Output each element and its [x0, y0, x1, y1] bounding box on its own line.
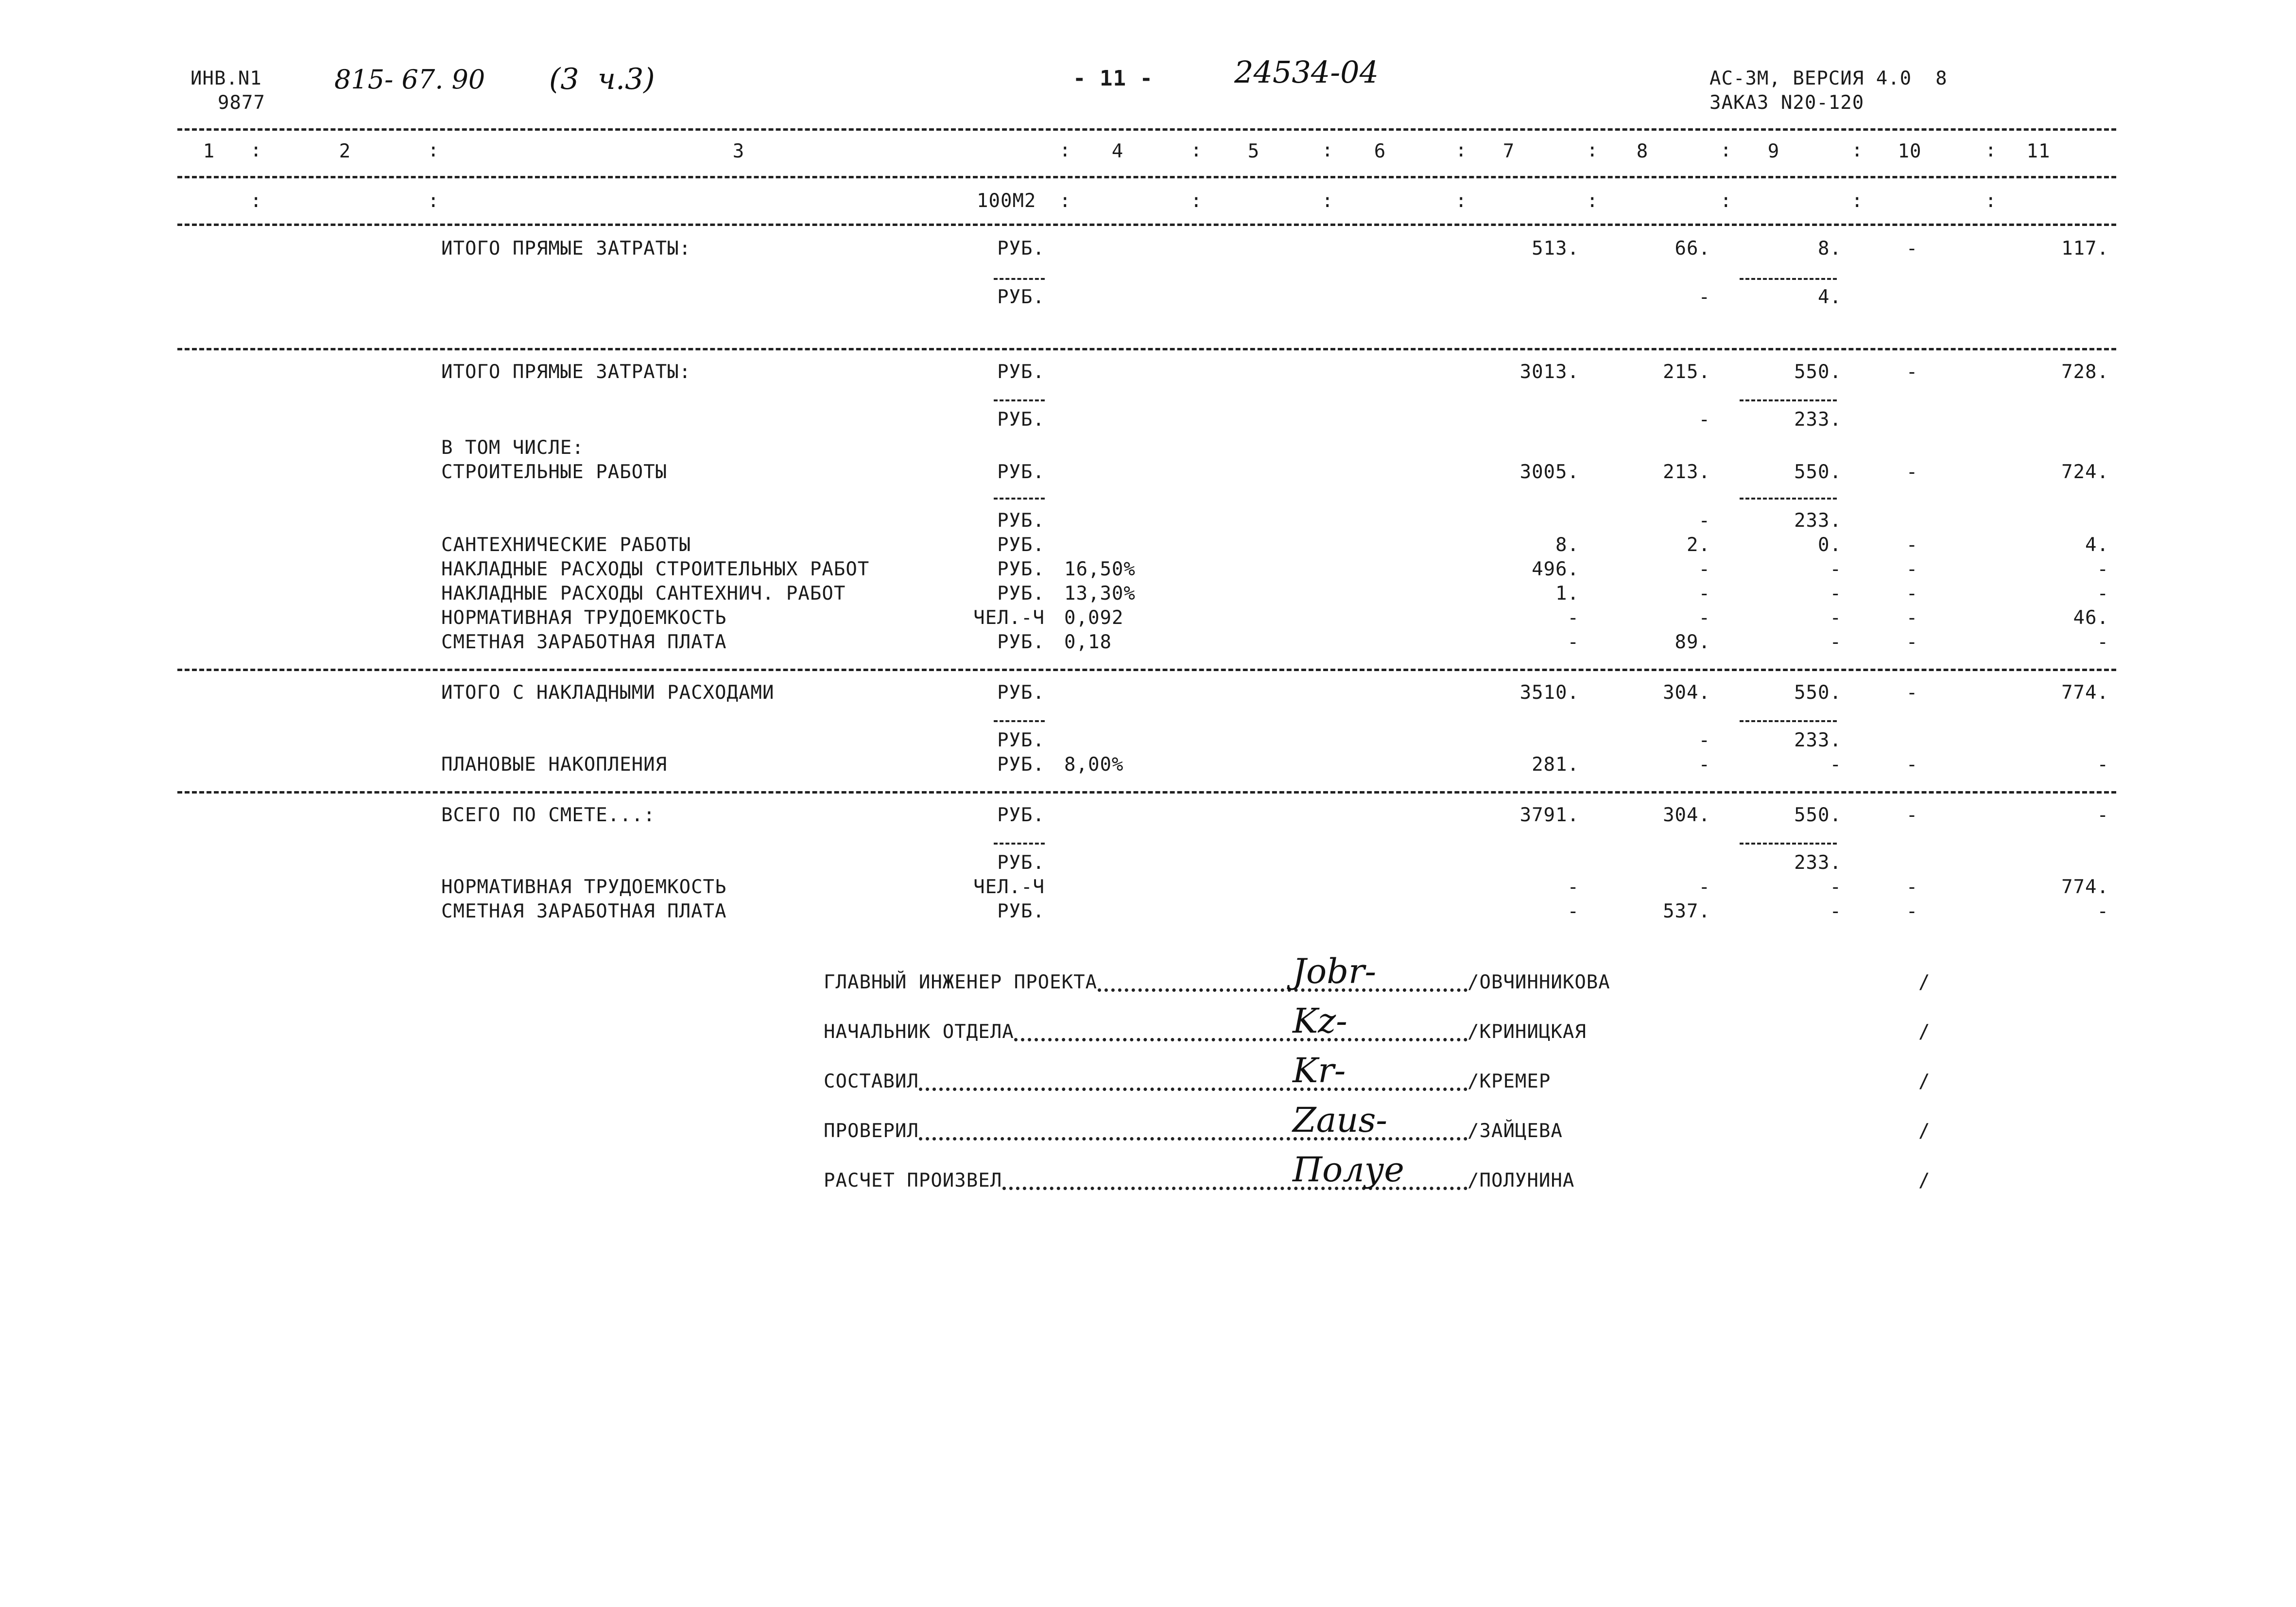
signatory-name: /ПОЛУНИНА — [1467, 1170, 1575, 1192]
unit-underline — [994, 843, 1045, 845]
signature-leader-dots — [919, 1088, 1467, 1091]
column-number: 2 — [339, 140, 351, 162]
cell-col-8: - — [1698, 558, 1710, 580]
cell-col-8: 537. — [1663, 900, 1710, 922]
cell-col-8: - — [1698, 510, 1710, 532]
cell-col-7: 3791. — [1519, 804, 1579, 826]
cell-col-10: - — [1906, 754, 1918, 776]
cell-col-8: 66. — [1675, 238, 1710, 259]
unit-underline — [994, 498, 1045, 500]
row-unit: РУБ. — [997, 631, 1045, 653]
cell-col-9: - — [1830, 583, 1842, 605]
signature-role: НАЧАЛЬНИК ОТДЕЛА — [824, 1021, 1014, 1043]
column-separator: : — [250, 190, 262, 212]
cell-col-9: 550. — [1794, 461, 1842, 483]
column-number: 9 — [1767, 140, 1780, 162]
cell-col-11: 4. — [2085, 534, 2109, 556]
cell-col-7: 8. — [1555, 534, 1579, 556]
cell-col-7: - — [1567, 876, 1579, 898]
cell-col-9: 233. — [1794, 409, 1842, 431]
cell-col-7: 3510. — [1519, 682, 1579, 704]
date-slash: / — [1918, 1120, 1931, 1142]
row-unit: ЧЕЛ.-Ч — [973, 607, 1045, 629]
handwritten-code: 815- 67. 90 — [334, 64, 485, 95]
unit-underline — [994, 720, 1045, 722]
cell-col-9: - — [1830, 607, 1842, 629]
row-unit: РУБ. — [997, 409, 1045, 431]
row-rate: 8,00% — [1064, 754, 1124, 776]
row-label: ИТОГО ПРЯМЫЕ ЗАТРАТЫ: — [441, 361, 691, 383]
inventory-number: 9877 — [218, 92, 265, 114]
cell-col-7: 3013. — [1519, 361, 1579, 383]
handwritten-signature: Kr- — [1293, 1051, 1346, 1090]
cell-col-7: - — [1567, 607, 1579, 629]
cell-col-9: 0. — [1818, 534, 1842, 556]
cell-col-7: 496. — [1532, 558, 1579, 580]
handwritten-doc-number: 24534-04 — [1234, 54, 1379, 90]
column-separator: : — [1455, 139, 1467, 161]
row-unit: РУБ. — [997, 510, 1045, 532]
cell-col-8: 89. — [1675, 631, 1710, 653]
handwritten-part: (3 ч.3) — [549, 62, 655, 96]
row-unit: РУБ. — [997, 534, 1045, 556]
column-separator: : — [250, 139, 262, 161]
column-number: 10 — [1898, 140, 1922, 162]
inventory-label: ИНВ.N1 — [190, 68, 262, 89]
row-rate: 0,18 — [1064, 631, 1112, 653]
column-number: 6 — [1374, 140, 1386, 162]
row-label: НАКЛАДНЫЕ РАСХОДЫ СТРОИТЕЛЬНЫХ РАБОТ — [441, 558, 870, 580]
row-rate: 0,092 — [1064, 607, 1124, 629]
row-rate: 16,50% — [1064, 558, 1136, 580]
cell-col-8: 304. — [1663, 804, 1710, 826]
cell-col-10: - — [1906, 558, 1918, 580]
cell-col-10: - — [1906, 607, 1918, 629]
row-rate: 13,30% — [1064, 583, 1136, 605]
column-separator: : — [428, 190, 440, 212]
cell-col-10: - — [1906, 876, 1918, 898]
row-label: НАКЛАДНЫЕ РАСХОДЫ САНТЕХНИЧ. РАБОТ — [441, 583, 846, 605]
cell-col-8: 213. — [1663, 461, 1710, 483]
cell-col-9: - — [1830, 900, 1842, 922]
header-rule-top — [177, 128, 2116, 131]
column-separator: : — [1851, 139, 1864, 161]
cell-col-9: 233. — [1794, 852, 1842, 874]
cell-col-9: 233. — [1794, 729, 1842, 751]
cell-col-11: 117. — [2061, 238, 2109, 259]
column-separator: : — [1985, 190, 1997, 212]
cell-col-11: 728. — [2061, 361, 2109, 383]
signature-role: ГЛАВНЫЙ ИНЖЕНЕР ПРОЕКТА — [824, 971, 1098, 993]
date-slash: / — [1918, 1071, 1931, 1092]
cell-col-11: - — [2097, 900, 2109, 922]
row-label: САНТЕХНИЧЕСКИЕ РАБОТЫ — [441, 534, 691, 556]
block-rule — [177, 669, 2116, 671]
cell-col-8: 215. — [1663, 361, 1710, 383]
row-unit: РУБ. — [997, 361, 1045, 383]
cell-col-8: - — [1698, 286, 1710, 308]
value-underline — [1740, 720, 1837, 722]
column-number: 4 — [1111, 140, 1124, 162]
cell-col-11: - — [2097, 631, 2109, 653]
row-unit: РУБ. — [997, 558, 1045, 580]
cell-col-10: - — [1906, 900, 1918, 922]
cell-col-9: - — [1830, 754, 1842, 776]
cell-col-11: 46. — [2073, 607, 2109, 629]
date-slash: / — [1918, 1170, 1931, 1192]
column-separator: : — [1587, 190, 1599, 212]
signature-role: РАСЧЕТ ПРОИЗВЕЛ — [824, 1170, 1002, 1192]
cell-col-11: 774. — [2061, 876, 2109, 898]
cell-col-8: - — [1698, 729, 1710, 751]
row-label: ИТОГО ПРЯМЫЕ ЗАТРАТЫ: — [441, 238, 691, 259]
row-unit: РУБ. — [997, 754, 1045, 776]
cell-col-11: 724. — [2061, 461, 2109, 483]
header-rule-bottom — [177, 224, 2116, 226]
cell-col-9: 233. — [1794, 510, 1842, 532]
value-underline — [1740, 399, 1837, 401]
signatory-name: /КРИНИЦКАЯ — [1467, 1021, 1587, 1043]
column-separator: : — [1191, 190, 1203, 212]
order-number: ЗАКАЗ N20-120 — [1709, 92, 1864, 114]
row-unit: РУБ. — [997, 852, 1045, 874]
signatory-name: /КРЕМЕР — [1467, 1071, 1551, 1092]
row-label: ИТОГО С НАКЛАДНЫМИ РАСХОДАМИ — [441, 682, 775, 704]
cell-col-11: - — [2097, 754, 2109, 776]
column-separator: : — [1720, 139, 1732, 161]
cell-col-8: 2. — [1687, 534, 1710, 556]
column-separator: : — [1322, 139, 1334, 161]
column-number: 11 — [2026, 140, 2051, 162]
cell-col-8: - — [1698, 583, 1710, 605]
cell-col-8: - — [1698, 607, 1710, 629]
cell-col-9: 8. — [1818, 238, 1842, 259]
handwritten-signature: Jobr- — [1293, 951, 1377, 991]
cell-col-10: - — [1906, 534, 1918, 556]
unit-label: 100М2 — [977, 190, 1036, 212]
cell-col-10: - — [1906, 804, 1918, 826]
cell-col-10: - — [1906, 361, 1918, 383]
cell-col-9: - — [1830, 558, 1842, 580]
cell-col-8: - — [1698, 876, 1710, 898]
header-rule-middle — [177, 176, 2116, 178]
column-number: 5 — [1247, 140, 1260, 162]
value-underline — [1740, 498, 1837, 500]
cell-col-10: - — [1906, 461, 1918, 483]
unit-underline — [994, 399, 1045, 401]
row-unit: РУБ. — [997, 682, 1045, 704]
cell-col-7: - — [1567, 900, 1579, 922]
cell-col-11: - — [2097, 558, 2109, 580]
cell-col-8: - — [1698, 409, 1710, 431]
block-rule — [177, 348, 2116, 350]
row-unit: РУБ. — [997, 583, 1045, 605]
cell-col-10: - — [1906, 583, 1918, 605]
cell-col-7: - — [1567, 631, 1579, 653]
value-underline — [1740, 843, 1837, 845]
signature-leader-dots — [1098, 988, 1468, 992]
column-separator: : — [1322, 190, 1334, 212]
cell-col-9: - — [1830, 631, 1842, 653]
column-separator: : — [1851, 190, 1864, 212]
cell-col-9: 550. — [1794, 682, 1842, 704]
column-separator: : — [1059, 139, 1071, 161]
row-unit: РУБ. — [997, 461, 1045, 483]
signature-role: ПРОВЕРИЛ — [824, 1120, 919, 1142]
cell-col-10: - — [1906, 682, 1918, 704]
cell-col-9: 4. — [1818, 286, 1842, 308]
column-separator: : — [428, 139, 440, 161]
row-unit: РУБ. — [997, 286, 1045, 308]
column-separator: : — [1059, 190, 1071, 212]
column-separator: : — [1587, 139, 1599, 161]
date-slash: / — [1918, 971, 1931, 993]
program-version: АС-3М, ВЕРСИЯ 4.0 8 — [1709, 68, 1948, 89]
column-separator: : — [1720, 190, 1732, 212]
row-unit: РУБ. — [997, 804, 1045, 826]
handwritten-signature: Zaus- — [1293, 1100, 1388, 1140]
cell-col-11: - — [2097, 804, 2109, 826]
cell-col-11: 774. — [2061, 682, 2109, 704]
row-label: СМЕТНАЯ ЗАРАБОТНАЯ ПЛАТА — [441, 900, 727, 922]
signature-role: СОСТАВИЛ — [824, 1071, 919, 1092]
cell-col-7: 513. — [1532, 238, 1579, 259]
column-number: 1 — [203, 140, 215, 162]
cell-col-7: 1. — [1555, 583, 1579, 605]
row-unit: ЧЕЛ.-Ч — [973, 876, 1045, 898]
value-underline — [1740, 278, 1837, 280]
column-separator: : — [1191, 139, 1203, 161]
column-separator: : — [1455, 190, 1467, 212]
row-label: ВСЕГО ПО СМЕТЕ...: — [441, 804, 656, 826]
row-unit: РУБ. — [997, 900, 1045, 922]
column-number: 8 — [1636, 140, 1649, 162]
row-unit: РУБ. — [997, 729, 1045, 751]
column-number: 3 — [732, 140, 745, 162]
column-separator: : — [1985, 139, 1997, 161]
row-label: НОРМАТИВНАЯ ТРУДОЕМКОСТЬ — [441, 607, 727, 629]
signatory-name: /ОВЧИННИКОВА — [1467, 971, 1610, 993]
row-unit: РУБ. — [997, 238, 1045, 259]
column-number: 7 — [1502, 140, 1515, 162]
unit-underline — [994, 278, 1045, 280]
cell-col-10: - — [1906, 238, 1918, 259]
cell-col-8: 304. — [1663, 682, 1710, 704]
cell-col-10: - — [1906, 631, 1918, 653]
block-rule — [177, 791, 2116, 794]
cell-col-8: - — [1698, 754, 1710, 776]
handwritten-signature: Полуe — [1293, 1150, 1404, 1190]
row-label: СМЕТНАЯ ЗАРАБОТНАЯ ПЛАТА — [441, 631, 727, 653]
cell-col-7: 281. — [1532, 754, 1579, 776]
handwritten-signature: Kz- — [1293, 1001, 1347, 1041]
cell-col-9: 550. — [1794, 804, 1842, 826]
signature-leader-dots — [1014, 1038, 1467, 1041]
row-label: В ТОМ ЧИСЛЕ: — [441, 437, 584, 459]
cell-col-9: 550. — [1794, 361, 1842, 383]
signatory-name: /ЗАЙЦЕВА — [1467, 1120, 1563, 1142]
row-label: ПЛАНОВЫЕ НАКОПЛЕНИЯ — [441, 754, 668, 776]
date-slash: / — [1918, 1021, 1931, 1043]
row-label: СТРОИТЕЛЬНЫЕ РАБОТЫ — [441, 461, 668, 483]
cell-col-11: - — [2097, 583, 2109, 605]
cell-col-7: 3005. — [1519, 461, 1579, 483]
row-label: НОРМАТИВНАЯ ТРУДОЕМКОСТЬ — [441, 876, 727, 898]
page-number: - 11 - — [1073, 66, 1153, 91]
cell-col-9: - — [1830, 876, 1842, 898]
